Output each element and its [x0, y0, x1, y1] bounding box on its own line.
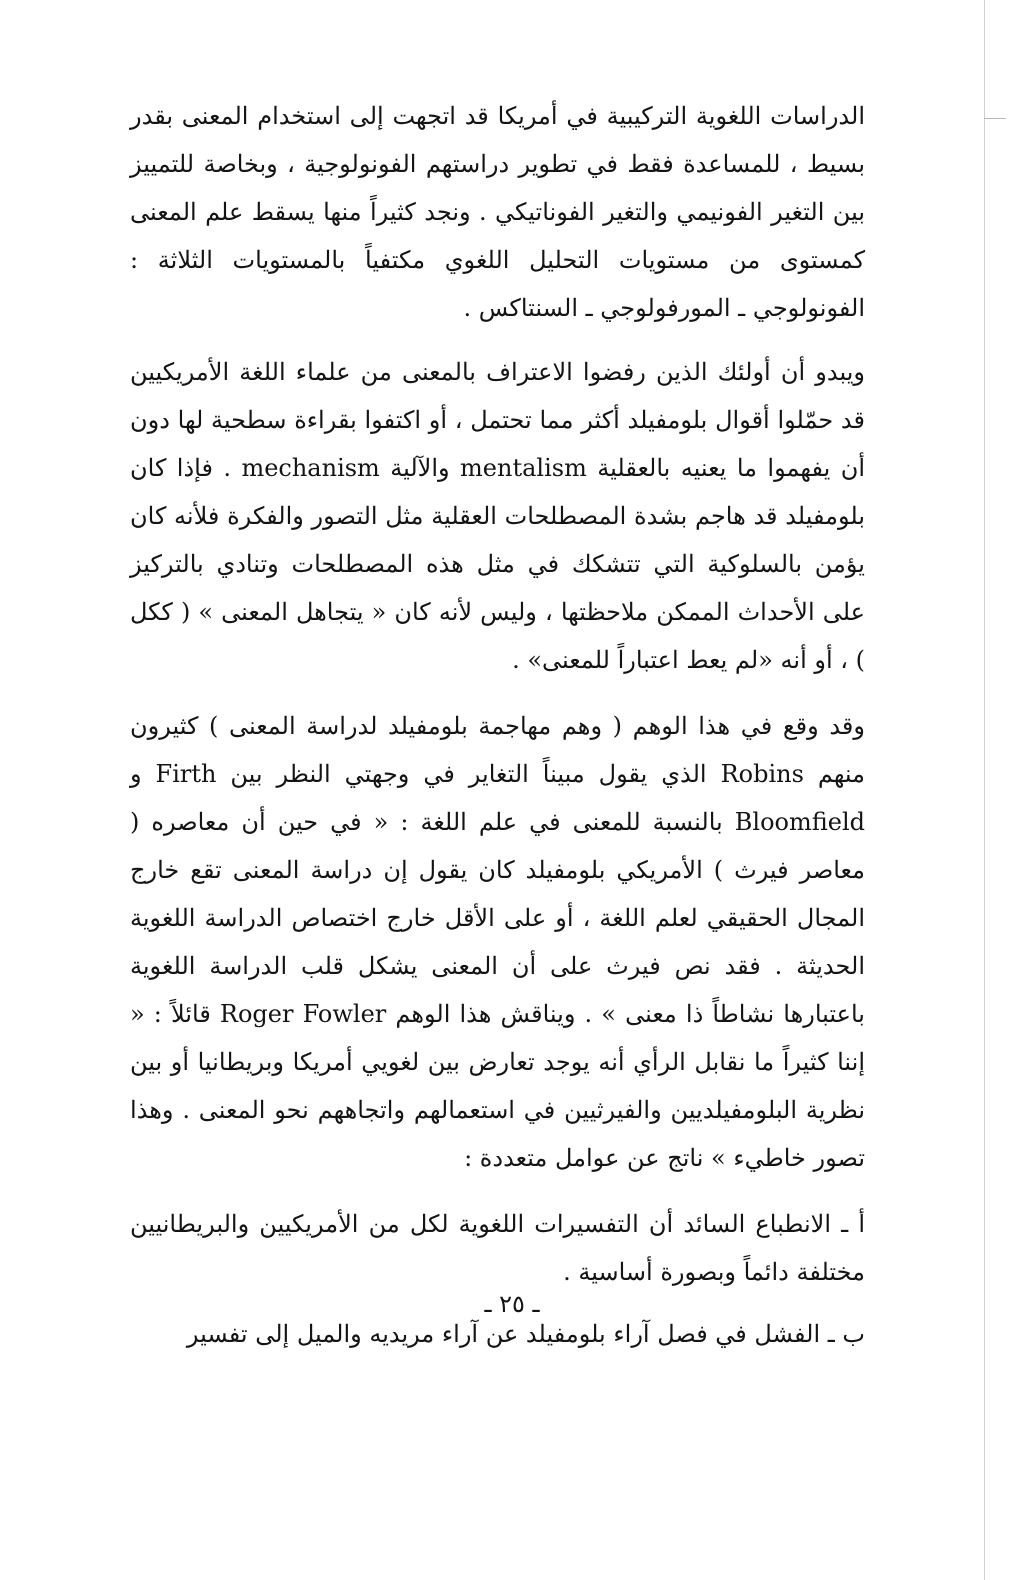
- list-item-a: أ ـ الانطباع السائد أن التفسيرات اللغوية لكل من الأمريكيين والبريطانيين مختلفة دائماً وبصورة أساسية .: [130, 1210, 865, 1286]
- paragraph-3: وقد وقع في هذا الوهم ( وهم مهاجمة بلومفيلد لدراسة المعنى ) كثيرون منهم Robins الذي يقول مبيناً التغاير في وجهتي النظر بين Firth و Bloomfield بالنسبة للمعنى في علم اللغة : « في حين أن معاصره ( معاصر فيرث ) الأمريكي بلومفيلد كان يقول إن دراسة المعنى تقع خارج المجال الحقيقي لعلم اللغة ، أو على الأقل خارج اختصاص الدراسة اللغوية الحديثة . فقد نص فيرث على أن المعنى يشكل قلب الدراسة اللغوية باعتبارها نشاطاً ذا معنى » . ويناقش هذا الوهم Roger Fowler قائلاً : « إننا كثيراً ما نقابل الرأي أنه يوجد تعارض بين لغويي أمريكا وبريطانيا أو بين نظرية البلومفيلديين والفيرثيين في استعمالهم واتجاههم نحو المعنى . وهذا تصور خاطيء » ناتج عن عوامل متعددة :: [130, 712, 865, 1172]
- scan-edge-tick: [984, 118, 1006, 119]
- page-number: ـ ٢٥ ـ: [484, 1290, 540, 1318]
- scan-edge-line: [984, 0, 985, 1580]
- list-item-b: ب ـ الفشل في فصل آراء بلومفيلد عن آراء مريديه والميل إلى تفسير: [186, 1320, 865, 1348]
- paragraph-1: الدراسات اللغوية التركيبية في أمريكا قد اتجهت إلى استخدام المعنى بقدر بسيط ، للمساعدة فقط في تطوير دراستهم الفونولوجية ، وبخاصة للتمييز بين التغير الفونيمي والتغير الفوناتيكي . ونجد كثيراً منها يسقط علم المعنى كمستوى من مستويات التحليل اللغوي مكتفياً بالمستويات الثلاثة : الفونولوجي ـ المورفولوجي ـ السنتاكس .: [130, 102, 865, 322]
- paragraph-2: ويبدو أن أولئك الذين رفضوا الاعتراف بالمعنى من علماء اللغة الأمريكيين قد حمّلوا أقوال بلومفيلد أكثر مما تحتمل ، أو اكتفوا بقراءة سطحية لها دون أن يفهموا ما يعنيه بالعقلية mentalism والآلية mechanism . فإذا كان بلومفيلد قد هاجم بشدة المصطلحات العقلية مثل التصور والفكرة فلأنه كان يؤمن بالسلوكية التي تتشكك في مثل هذه المصطلحات وتنادي بالتركيز على الأحداث الممكن ملاحظتها ، وليس لأنه كان « يتجاهل المعنى » ( ككل ) ، أو أنه «لم يعط اعتباراً للمعنى» .: [130, 358, 866, 674]
- body-text: [130, 92, 865, 1372]
